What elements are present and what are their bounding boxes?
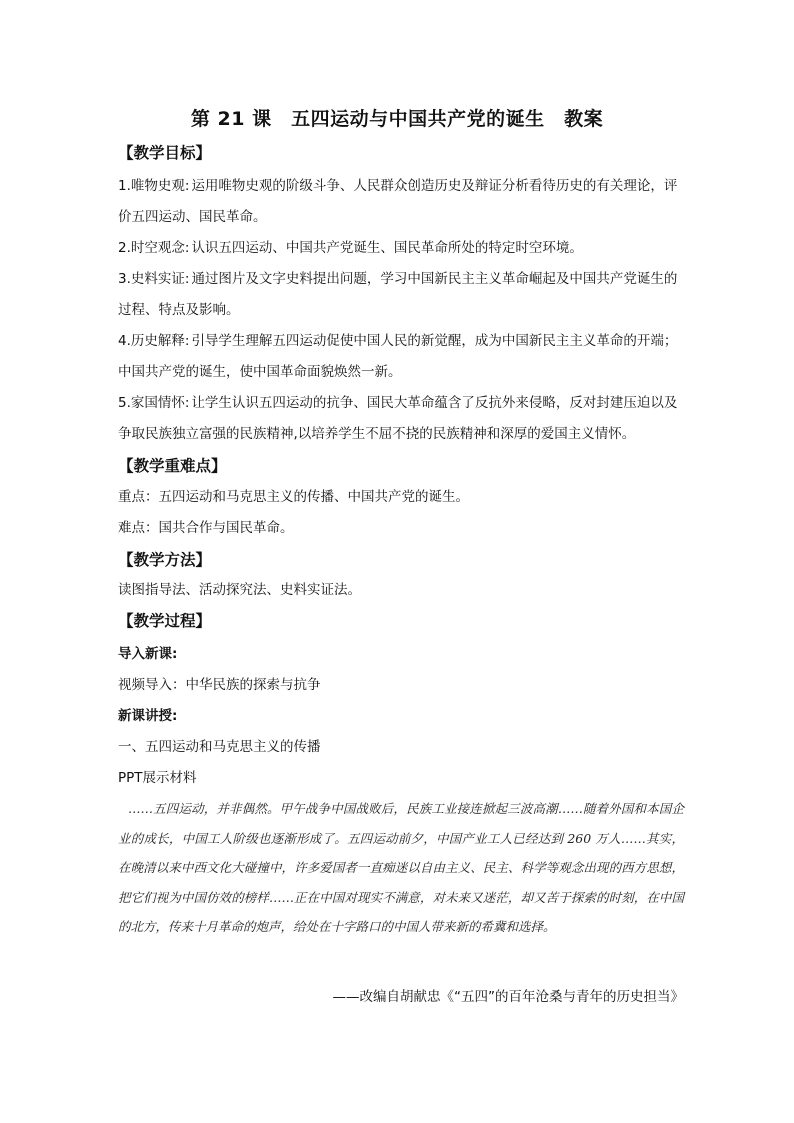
section-one-title: 一、五四运动和马克思主义的传播 [118,739,321,755]
goals-section [118,142,688,164]
ppt-label: PPT展示材料 [118,770,197,786]
goal-label: 5.家国情怀: [118,395,190,411]
goals-heading: 【教学目标】 [118,144,212,162]
goal-text: 认识五四运动、中国共产党诞生、国民革命所处的特定时空环境。 [191,240,583,256]
goal-item-5 [118,388,688,450]
keypoints-heading: 【教学重难点】 [118,457,227,475]
new-lesson-heading: 新课讲授: [118,708,178,724]
keypoints-section [118,455,688,477]
goal-label: 1.唯物史观: [118,178,190,194]
process-heading: 【教学过程】 [118,612,212,630]
goal-item-3 [118,264,688,326]
goal-text: 运用唯物史观的阶级斗争、人民群众创造历史及辩证分析看待历史的有关理论，评价五四运动、国民革命。 [118,178,678,225]
methods-heading: 【教学方法】 [118,551,212,569]
goal-item-4 [118,326,688,388]
process-section [118,610,688,632]
intro-heading: 导入新课: [118,646,178,662]
goal-text: 让学生认识五四运动的抗争、国民大革命蕴含了反抗外来侵略，反对封建压迫以及争取民族独立富强的民族精神,以培养学生不屈不挠的民族精神和深厚的爱国主义情怀。 [118,395,678,442]
goal-text: 通过图片及文字史料提出问题，学习中国新民主主义革命崛起及中国共产党诞生的过程、特点及影响。 [118,271,678,318]
methods-text: 读图指导法、活动探究法、史料实证法。 [118,582,361,598]
goal-label: 4.历史解释: [118,333,190,349]
methods-section [118,549,688,571]
intro-text: 视频导入：中华民族的探索与抗争 [118,677,321,693]
page-title: 第 21 课 五四运动与中国共产党的诞生 教案 [190,108,604,130]
quote-source: ——改编自胡献忠《“五四”的百年沧桑与青年的历史担当》 [332,989,684,1005]
focus-text: 重点：五四运动和马克思主义的传播、中国共产党的诞生。 [118,489,469,505]
difficulty-text: 难点：国共合作与国民革命。 [118,520,294,536]
goals-list [118,171,688,450]
goal-item-2 [118,233,688,264]
goal-label: 3.史料实证: [118,271,190,287]
goal-text: 引导学生理解五四运动促使中国人民的新觉醒，成为中国新民主主义革命的开端；中国共产党的诞生，使中国革命面貌焕然一新。 [118,333,678,380]
goal-item-1 [118,171,688,233]
quoted-material: ……五四运动，并非偶然。甲午战争中国战败后，民族工业接连掀起三波高潮……随着外国和本国企业的成长，中国工人阶级也逐渐形成了。五四运动前夕，中国产业工人已经达到 260 万人……其实，在晚清以来中西文化大碰撞中，许多爱国者一直痴迷以自由主义、民主、科学等观念出现的西方思想，把它们视为中国仿效的榜样……正在中国对现实不满意，对未来又迷茫，却又苦于探索的时刻，在中国的北方，传来十月革命的炮声，给处在十字路口的中国人带来新的希冀和选择。 [118,801,684,934]
goal-label: 2.时空观念: [118,240,190,256]
